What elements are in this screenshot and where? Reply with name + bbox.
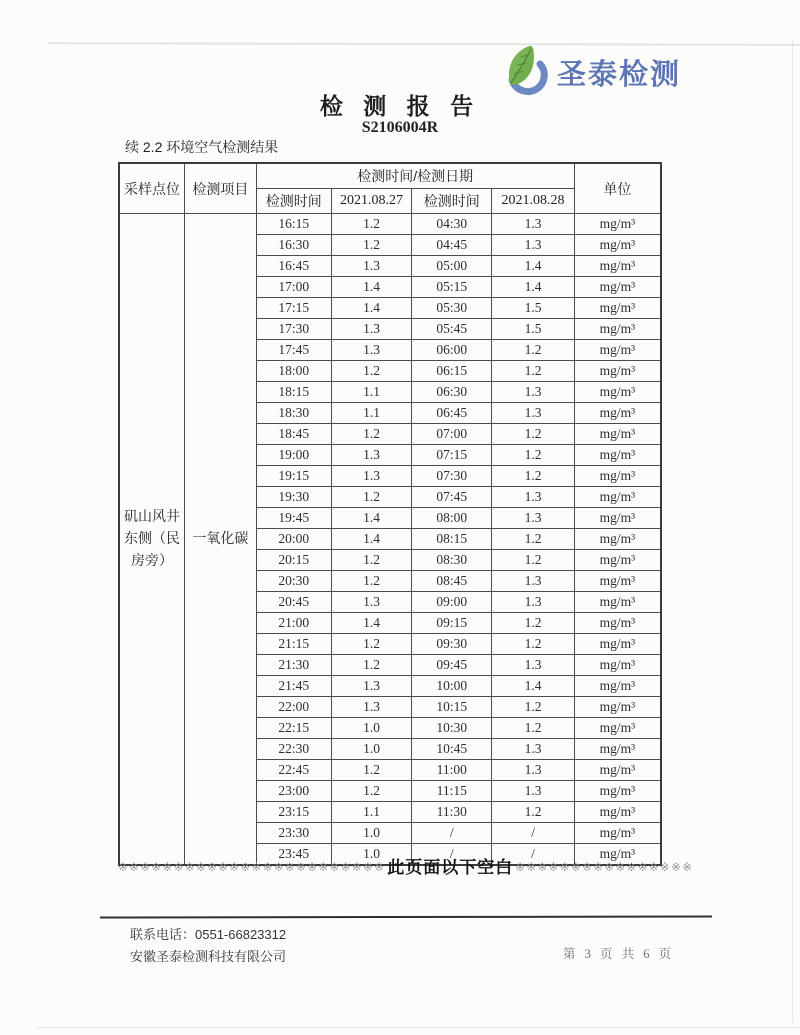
cell-t1: 18:00	[256, 361, 331, 382]
cell-v2: 1.4	[492, 676, 574, 697]
cell-v1: 1.2	[331, 424, 411, 445]
cell-t1: 22:00	[256, 697, 331, 718]
cell-t1: 22:30	[256, 739, 331, 760]
cell-v2: 1.2	[492, 340, 574, 361]
cell-unit: mg/m³	[574, 277, 661, 298]
cell-t2: 07:00	[412, 424, 492, 445]
cell-unit: mg/m³	[574, 487, 661, 508]
cell-v2: 1.3	[492, 487, 574, 508]
cell-v1: 1.4	[331, 529, 411, 550]
cell-t1: 20:15	[256, 550, 331, 571]
cell-v2: 1.4	[492, 256, 574, 277]
cell-v1: 1.4	[331, 613, 411, 634]
cell-unit: mg/m³	[574, 802, 661, 823]
cell-v1: 1.2	[331, 487, 411, 508]
cell-t2: 08:30	[412, 550, 492, 571]
sampling-point-cell: 矶山风井东侧（民房旁）	[119, 214, 185, 866]
cell-unit: mg/m³	[574, 592, 661, 613]
cell-t2: 05:00	[412, 256, 492, 277]
test-item-cell: 一氧化碳	[185, 214, 257, 866]
cell-v1: 1.0	[331, 844, 411, 866]
cell-unit: mg/m³	[574, 508, 661, 529]
cell-v2: /	[492, 844, 574, 866]
cell-v2: 1.3	[492, 739, 574, 760]
cell-unit: mg/m³	[574, 571, 661, 592]
cell-t1: 20:45	[256, 592, 331, 613]
cell-t1: 22:15	[256, 718, 331, 739]
results-table	[118, 162, 662, 866]
cell-unit: mg/m³	[574, 529, 661, 550]
cell-t1: 19:15	[256, 466, 331, 487]
col-header-time-date-group: 检测时间/检测日期	[256, 163, 574, 189]
cell-v1: 1.1	[331, 403, 411, 424]
cell-t2: /	[412, 823, 492, 844]
cell-t1: 19:00	[256, 445, 331, 466]
cell-t1: 18:45	[256, 424, 331, 445]
cell-v2: 1.2	[492, 445, 574, 466]
cell-t2: 06:15	[412, 361, 492, 382]
cell-v1: 1.3	[331, 466, 411, 487]
page-title: 检 测 报 告	[319, 93, 481, 119]
cell-t2: 10:30	[412, 718, 492, 739]
cell-t2: 04:45	[412, 235, 492, 256]
cell-t1: 20:00	[256, 529, 331, 550]
cell-t1: 23:00	[256, 781, 331, 802]
cell-v2: 1.3	[492, 781, 574, 802]
cell-v1: 1.2	[331, 235, 411, 256]
cell-v1: 1.0	[331, 739, 411, 760]
cell-v1: 1.1	[331, 802, 411, 823]
cell-t1: 23:30	[256, 823, 331, 844]
report-number: S2106004R	[361, 119, 439, 136]
cell-v1: 1.2	[331, 361, 411, 382]
cell-t1: 19:45	[256, 508, 331, 529]
cell-t1: 18:30	[256, 403, 331, 424]
cell-unit: mg/m³	[574, 256, 661, 277]
cell-v2: 1.5	[492, 319, 574, 340]
cell-v2: 1.2	[492, 361, 574, 382]
cell-t2: 11:00	[412, 760, 492, 781]
cell-t1: 16:30	[256, 235, 331, 256]
cell-v2: 1.2	[492, 718, 574, 739]
cell-v2: 1.2	[492, 529, 574, 550]
cell-t1: 17:30	[256, 319, 331, 340]
cell-t2: 07:30	[412, 466, 492, 487]
cell-t1: 17:00	[256, 277, 331, 298]
cell-v2: 1.2	[492, 802, 574, 823]
cell-unit: mg/m³	[574, 424, 661, 445]
cell-v1: 1.2	[331, 550, 411, 571]
cell-v2: 1.2	[492, 424, 574, 445]
cell-unit: mg/m³	[574, 655, 661, 676]
cell-v1: 1.4	[331, 277, 411, 298]
cell-t2: 06:30	[412, 382, 492, 403]
cell-t1: 21:15	[256, 634, 331, 655]
cell-unit: mg/m³	[574, 781, 661, 802]
asterisk-marks-right: ※※※※※※※※※※※※※※※※	[515, 862, 694, 874]
cell-v2: 1.3	[492, 403, 574, 424]
cell-unit: mg/m³	[574, 466, 661, 487]
scan-artifact-top	[48, 42, 800, 46]
cell-v1: 1.2	[331, 760, 411, 781]
blank-below-note	[118, 853, 694, 878]
scan-artifact-bottom	[36, 1027, 800, 1028]
results-table-head	[119, 163, 661, 214]
cell-t2: /	[412, 844, 492, 866]
cell-t1: 21:00	[256, 613, 331, 634]
cell-t1: 17:45	[256, 340, 331, 361]
brand-name: 圣泰检测	[557, 59, 682, 91]
cell-unit: mg/m³	[574, 235, 661, 256]
cell-v1: 1.3	[331, 256, 411, 277]
page-number: 第 3 页 共 6 页	[563, 947, 675, 961]
results-table-body	[119, 214, 661, 866]
col-header-time2: 检测时间	[412, 189, 492, 214]
cell-t1: 16:15	[256, 214, 331, 235]
cell-v2: /	[492, 823, 574, 844]
cell-unit: mg/m³	[574, 697, 661, 718]
cell-unit: mg/m³	[574, 676, 661, 697]
cell-v2: 1.2	[492, 550, 574, 571]
col-header-date2: 2021.08.28	[492, 189, 574, 214]
cell-t2: 08:45	[412, 571, 492, 592]
cell-t2: 06:00	[412, 340, 492, 361]
cell-t1: 21:45	[256, 676, 331, 697]
cell-t1: 23:45	[256, 844, 331, 866]
cell-v1: 1.3	[331, 340, 411, 361]
cell-t2: 07:15	[412, 445, 492, 466]
cell-v2: 1.3	[492, 235, 574, 256]
cell-t2: 11:15	[412, 781, 492, 802]
col-header-sampling-point: 采样点位	[119, 163, 185, 214]
col-header-unit: 单位	[574, 163, 661, 214]
cell-v1: 1.4	[331, 298, 411, 319]
cell-v1: 1.2	[331, 634, 411, 655]
cell-unit: mg/m³	[574, 844, 661, 866]
cell-t1: 21:30	[256, 655, 331, 676]
cell-unit: mg/m³	[574, 361, 661, 382]
cell-v2: 1.2	[492, 613, 574, 634]
cell-v1: 1.1	[331, 382, 411, 403]
cell-t2: 04:30	[412, 214, 492, 235]
col-header-time1: 检测时间	[256, 189, 331, 214]
cell-v2: 1.2	[492, 466, 574, 487]
section-label: 续 2.2 环境空气检测结果	[125, 139, 279, 155]
cell-unit: mg/m³	[574, 445, 661, 466]
cell-v1: 1.2	[331, 781, 411, 802]
footer-divider	[100, 915, 712, 918]
cell-t2: 09:45	[412, 655, 492, 676]
cell-v2: 1.2	[492, 697, 574, 718]
cell-t2: 08:00	[412, 508, 492, 529]
cell-t2: 10:45	[412, 739, 492, 760]
cell-v1: 1.3	[331, 697, 411, 718]
cell-v2: 1.3	[492, 655, 574, 676]
cell-t2: 05:15	[412, 277, 492, 298]
cell-t1: 22:45	[256, 760, 331, 781]
cell-unit: mg/m³	[574, 718, 661, 739]
cell-v1: 1.3	[331, 445, 411, 466]
cell-v1: 1.0	[331, 823, 411, 844]
cell-unit: mg/m³	[574, 739, 661, 760]
cell-v2: 1.3	[492, 214, 574, 235]
col-header-date1: 2021.08.27	[331, 189, 411, 214]
cell-v1: 1.3	[331, 592, 411, 613]
cell-v1: 1.3	[331, 676, 411, 697]
cell-t2: 09:15	[412, 613, 492, 634]
cell-v2: 1.4	[492, 277, 574, 298]
asterisk-marks-left: ※※※※※※※※※※※※※※※※※※※※※※※※	[118, 862, 386, 874]
cell-v2: 1.3	[492, 382, 574, 403]
header-row-1	[119, 163, 661, 189]
cell-unit: mg/m³	[574, 634, 661, 655]
cell-t2: 11:30	[412, 802, 492, 823]
cell-t1: 16:45	[256, 256, 331, 277]
cell-v2: 1.3	[492, 760, 574, 781]
footer-company: 安徽圣泰检测科技有限公司	[130, 949, 287, 964]
cell-v1: 1.2	[331, 214, 411, 235]
cell-unit: mg/m³	[574, 403, 661, 424]
scan-artifact-right	[792, 40, 793, 1023]
cell-v1: 1.2	[331, 571, 411, 592]
cell-unit: mg/m³	[574, 298, 661, 319]
cell-t2: 08:15	[412, 529, 492, 550]
cell-unit: mg/m³	[574, 214, 661, 235]
cell-unit: mg/m³	[574, 340, 661, 361]
cell-unit: mg/m³	[574, 319, 661, 340]
cell-t2: 10:00	[412, 676, 492, 697]
cell-v2: 1.3	[492, 571, 574, 592]
cell-t2: 06:45	[412, 403, 492, 424]
cell-unit: mg/m³	[574, 823, 661, 844]
cell-v1: 1.4	[331, 508, 411, 529]
cell-t2: 09:30	[412, 634, 492, 655]
cell-v2: 1.3	[492, 508, 574, 529]
cell-v1: 1.3	[331, 319, 411, 340]
cell-t1: 18:15	[256, 382, 331, 403]
cell-unit: mg/m³	[574, 382, 661, 403]
cell-v1: 1.2	[331, 655, 411, 676]
cell-t1: 19:30	[256, 487, 331, 508]
cell-t1: 17:15	[256, 298, 331, 319]
cell-t2: 10:15	[412, 697, 492, 718]
cell-t2: 09:00	[412, 592, 492, 613]
cell-t1: 23:15	[256, 802, 331, 823]
footer-phone: 联系电话：0551-66823312	[130, 927, 287, 942]
table-row	[119, 214, 661, 235]
cell-v2: 1.3	[492, 592, 574, 613]
cell-t2: 05:30	[412, 298, 492, 319]
cell-v1: 1.0	[331, 718, 411, 739]
cell-t2: 05:45	[412, 319, 492, 340]
cell-v2: 1.2	[492, 634, 574, 655]
cell-unit: mg/m³	[574, 550, 661, 571]
blank-note-label: 此页面以下空白	[387, 858, 514, 877]
cell-v2: 1.5	[492, 298, 574, 319]
cell-unit: mg/m³	[574, 760, 661, 781]
col-header-test-item: 检测项目	[185, 163, 257, 214]
cell-t1: 20:30	[256, 571, 331, 592]
cell-unit: mg/m³	[574, 613, 661, 634]
cell-t2: 07:45	[412, 487, 492, 508]
